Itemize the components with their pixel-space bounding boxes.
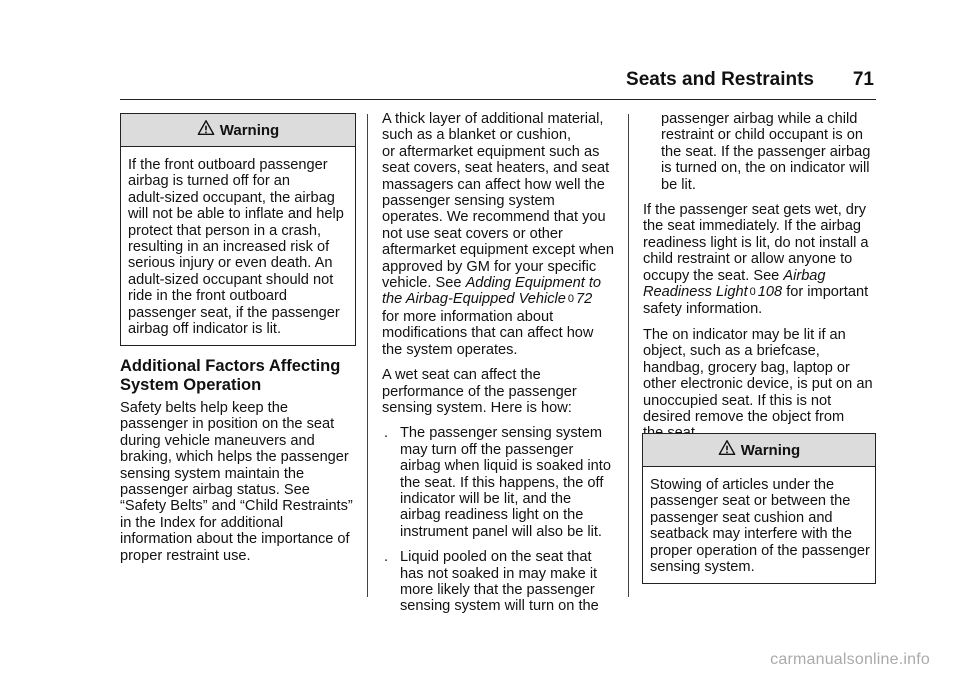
text-line: sensing system will turn on the — [400, 598, 599, 615]
text-line: performance of the passenger — [382, 383, 577, 400]
text-line: protect that person in a crash, — [128, 222, 322, 239]
text-line: more likely that the passenger — [400, 581, 595, 598]
text-line: Safety belts help keep the — [120, 400, 288, 416]
text-line: airbag when liquid is soaked into — [400, 458, 611, 475]
text-line: sensing system. Here is how: — [382, 399, 572, 416]
warning-title: Warning — [740, 441, 801, 459]
xref-page[interactable]: 72 — [576, 291, 593, 308]
page-header — [120, 69, 876, 100]
warning-text — [643, 467, 875, 583]
text-line: sensing system. — [650, 559, 755, 576]
warning-text — [121, 147, 355, 345]
text-line: not use seat covers or other — [382, 225, 563, 242]
text-line: If the passenger seat gets wet, dry — [643, 202, 867, 219]
text-line: unoccupied seat. If this is not — [643, 392, 832, 409]
text-line: passenger airbag while a child — [661, 111, 858, 127]
text-line: object, such as a briefcase, — [643, 343, 820, 360]
text-line: has not soaked in may make it — [400, 565, 598, 582]
page-ref-icon: 0 — [567, 293, 575, 306]
text-line: the seat immediately. If the airbag — [643, 218, 861, 235]
warning-icon — [718, 439, 736, 457]
text-line: airbag readiness light on the — [400, 507, 584, 524]
text-line: adult-sized occupant should not — [128, 271, 334, 288]
text-line: approved by GM for your specific — [382, 258, 597, 275]
text-line: passenger in position on the seat — [120, 416, 335, 433]
column-3 — [643, 111, 883, 451]
text-line: If the front outboard passenger — [128, 157, 328, 173]
bullet-continuation — [643, 111, 883, 193]
text-line: The passenger sensing system — [400, 425, 602, 442]
text-line: resulting in an increased risk of — [128, 239, 330, 256]
watermark: carmanualsonline.info — [770, 651, 930, 668]
paragraph-on-indicator — [643, 327, 883, 442]
text-line: braking, which helps the passenger — [120, 449, 349, 466]
text-line: aftermarket equipment except when — [382, 242, 615, 259]
text-line: ride in the front outboard — [128, 288, 288, 305]
text-line: handbag, grocery bag, laptop or — [643, 359, 850, 376]
text-line: The on indicator may be lit if an — [643, 326, 846, 343]
text-line: be lit. — [661, 176, 696, 193]
text-line: seatback may interfere with the — [650, 526, 852, 543]
text-line: passenger sensing system — [382, 193, 555, 210]
warning-header — [643, 434, 875, 467]
warning-title: Warning — [219, 121, 280, 139]
bullet-item — [382, 425, 622, 540]
text-line: information about the importance of — [120, 531, 350, 548]
column-divider-2 — [628, 114, 629, 597]
text-line: desired remove the object from — [643, 408, 845, 425]
text-line: passenger seat cushion and — [650, 509, 833, 526]
text-line: airbag is turned off for an — [128, 173, 290, 190]
text-line: passenger seat or between the — [650, 493, 851, 510]
text-line: for more information about — [382, 308, 554, 325]
section-heading: Additional Factors Affecting System Operation — [120, 357, 341, 394]
warning-header — [121, 114, 355, 147]
text-line: may turn off the passenger — [400, 441, 574, 458]
paragraph-wet-seat-action: If the passenger seat gets wet, dry the seat immediately. If the airbag readiness light is lit, do not install a child restraint or allow anyone to occupy the seat. See Airbag Readiness Light 0 108 for important safety information. — [643, 202, 883, 318]
text-line: the seat. If the passenger airbag — [661, 143, 871, 160]
text-line: proper operation of the passenger — [650, 542, 870, 559]
text-line: will not be able to inflate and help — [128, 206, 344, 223]
text-line: the seat. If this happens, the off — [400, 474, 604, 491]
xref-page[interactable]: 108 — [757, 284, 783, 301]
text-line: operates. We recommend that you — [382, 209, 606, 226]
warning-box-2 — [642, 433, 876, 584]
text-line: readiness light is lit, do not install a — [643, 234, 869, 251]
paragraph-wet-seat — [382, 367, 622, 416]
text-line: modifications that can affect how — [382, 325, 594, 342]
text-line: serious injury or even death. An — [128, 255, 333, 272]
text-line: adult-sized occupant, the airbag — [128, 189, 335, 206]
bullet-item — [382, 549, 622, 615]
text-line: the system operates. — [382, 341, 518, 358]
text-line: passenger airbag status. See — [120, 482, 310, 499]
xref-link[interactable]: Adding Equipment to — [465, 275, 602, 292]
warning-box-1 — [120, 113, 356, 346]
text-line: proper restraint use. — [120, 547, 251, 564]
bullet-mark: . — [384, 549, 389, 566]
text-line: during vehicle maneuvers and — [120, 432, 315, 449]
text-line: such as a blanket or cushion, — [382, 127, 572, 144]
text-line: is turned on, the on indicator will — [661, 160, 870, 177]
section-paragraph — [120, 400, 360, 564]
column-2 — [382, 111, 622, 624]
xref-link[interactable]: Airbag — [783, 267, 826, 284]
page-number: 71 — [852, 69, 874, 90]
text-line: passenger seat, if the passenger — [128, 304, 340, 321]
text-line: other electronic device, is put on an — [643, 376, 873, 393]
text-line: indicator will be lit, and the — [400, 490, 572, 507]
text-line: in the Index for additional — [120, 514, 284, 531]
xref-link[interactable]: Readiness Light — [643, 284, 748, 301]
paragraph-seat-materials: A thick layer of additional material, such as a blanket or cushion, or aftermarket equipment such as seat covers, seat heaters, and seat massagers can affect how well the passenger sensing system operates. We recommend that you not use seat covers or other aftermarket equipment except when approved by GM for your specific vehicle. See Adding Equipment to the Airbag-Equipped Vehicle 0 72 for more information about modifications that can affect how the system operates. — [382, 111, 622, 358]
text-line: Liquid pooled on the seat that — [400, 549, 592, 566]
page-ref-icon: 0 — [749, 286, 756, 299]
text-line: sensing system maintain the — [120, 465, 305, 482]
text-line: or aftermarket equipment such as — [382, 143, 600, 160]
text-line: “Safety Belts” and “Child Restraints” — [120, 498, 353, 515]
text-line: Stowing of articles under the — [650, 477, 835, 493]
text-line: instrument panel will also be lit. — [400, 523, 602, 540]
text-line: A thick layer of additional material, — [382, 111, 604, 127]
text-line: airbag off indicator is lit. — [128, 321, 282, 338]
text-line: massagers can affect how well the — [382, 176, 605, 193]
text-line: child restraint or allow anyone to — [643, 251, 853, 268]
warning-icon — [197, 119, 215, 137]
column-divider-1 — [367, 114, 368, 597]
xref-link[interactable]: the Airbag-Equipped Vehicle — [382, 291, 566, 308]
bullet-mark: . — [384, 425, 389, 442]
section-title: Seats and Restraints — [626, 69, 814, 90]
text-line: A wet seat can affect the — [382, 367, 541, 384]
text-line: restraint or child occupant is on — [661, 127, 863, 144]
text-line: seat covers, seat heaters, and seat — [382, 160, 610, 177]
